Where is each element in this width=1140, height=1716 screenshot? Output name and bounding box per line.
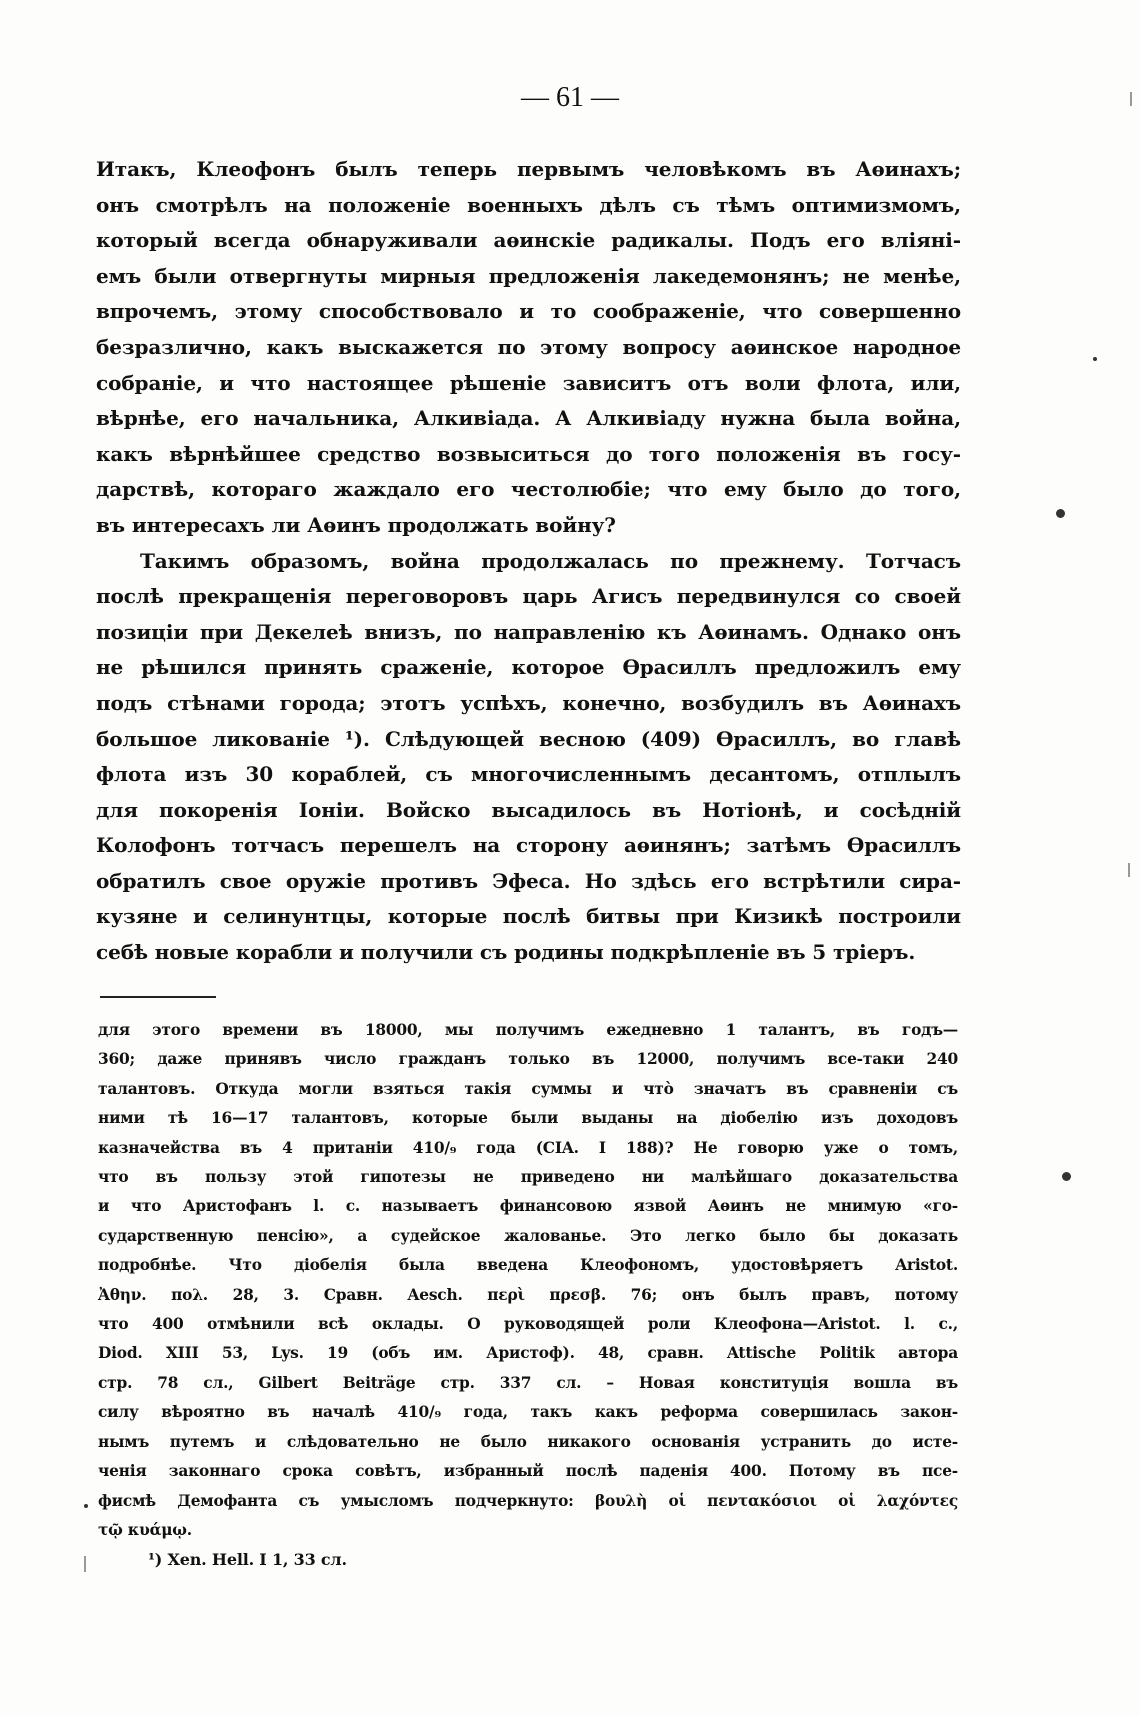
text-line: какъ вѣрнѣйшее средство возвыситься до того положенія въ госу-: [96, 441, 961, 466]
text-line: который всегда обнаруживали аѳинскіе радикалы. Подъ его вліяні-: [96, 228, 961, 253]
footnote-divider: [100, 996, 216, 998]
footnote-line: что въ пользу этой гипотезы не приведено ни малѣйшаго доказательства: [98, 1168, 958, 1187]
text-line: Такимъ образомъ, война продолжалась по прежнему. Тотчасъ: [140, 548, 961, 573]
footnote-line: 360; даже принявъ число гражданъ только въ 12000, получимъ все-таки 240: [98, 1050, 958, 1069]
footnote-line: казначейства въ 4 пританіи 410/₉ года (CIA. I 188)? Не говорю уже о томъ,: [98, 1138, 958, 1157]
footnote-line: стр. 78 сл., Gilbert Beiträge стр. 337 сл. – Новая конституція вошла въ: [98, 1373, 958, 1392]
main-text: [96, 152, 961, 971]
text-line: дарствѣ, котораго жаждало его честолюбіе; что ему было до того,: [96, 477, 961, 502]
text-line: подъ стѣнами города; этотъ успѣхъ, конечно, возбудилъ въ Аѳинахъ: [96, 690, 961, 715]
footnote-line: ченія законнаго срока совѣтъ, избранный послѣ паденія 400. Потому въ псе-: [98, 1462, 958, 1481]
footnote-line: и что Аристофанъ l. c. называетъ финансовою язвой Аѳинъ не мнимую «го-: [98, 1197, 958, 1216]
text-line: Итакъ, Клеофонъ былъ теперь первымъ человѣкомъ въ Аѳинахъ;: [96, 157, 961, 181]
page-number: — 61 —: [521, 82, 619, 113]
margin-tick: [1130, 92, 1132, 106]
text-line: вѣрнѣе, его начальника, Алкивіада. А Алкивіаду нужна была война,: [96, 406, 961, 431]
text-line: большое ликованіе ¹). Слѣдующей весною (409) Ѳрасиллъ, во главѣ: [96, 726, 961, 751]
text-line: онъ смотрѣлъ на положеніе военныхъ дѣлъ съ тѣмъ оптимизмомъ,: [96, 192, 961, 217]
footnote-line: для этого времени въ 18000, мы получимъ ежедневно 1 талантъ, въ годъ—: [98, 1021, 958, 1039]
margin-dot: [1093, 357, 1097, 361]
footnote-line: сударственную пенсію», а судейское жалованье. Это легко было бы доказать: [98, 1226, 958, 1245]
footnote-line: фисмѣ Демофанта съ умысломъ подчеркнуто: βουλὴ οἱ πεντακόσιοι οἱ λαχόντες: [98, 1491, 958, 1510]
text-line: обратилъ свое оружіе противъ Эфеса. Но здѣсь его встрѣтили сира-: [96, 868, 961, 893]
text-line: кузяне и селинунтцы, которые послѣ битвы при Кизикѣ построили: [96, 904, 961, 929]
text-line: послѣ прекращенія переговоровъ царь Агисъ передвинулся со своей: [96, 584, 961, 609]
text-line: не рѣшился принять сраженіе, которое Ѳрасиллъ предложилъ ему: [96, 655, 961, 680]
margin-tick: [84, 1556, 86, 1572]
footnote-line: силу вѣроятно въ началѣ 410/₉ года, такъ какъ реформа совершилась закон-: [98, 1403, 958, 1422]
footnotes: [98, 1016, 958, 1575]
text-line: позиціи при Декелеѣ внизъ, по направленію къ Аѳинамъ. Однако онъ: [96, 619, 961, 644]
margin-dot: [84, 1504, 88, 1508]
footnote-line: τῷ κυάμῳ.: [98, 1520, 192, 1539]
text-line: безразлично, какъ выскажется по этому вопросу аѳинское народное: [96, 334, 961, 359]
text-line: въ интересахъ ли Аѳинъ продолжать войну?: [96, 512, 616, 537]
text-line: себѣ новые корабли и получили съ родины подкрѣпленіе въ 5 тріеръ.: [96, 940, 916, 965]
text-line: флота изъ 30 кораблей, съ многочисленнымъ десантомъ, отплылъ: [96, 762, 961, 787]
footnote-line: нымъ путемъ и слѣдовательно не было никакого основанія устранить до исте-: [98, 1432, 958, 1451]
text-line: для покоренія Іоніи. Войско высадилось въ Нотіонѣ, и сосѣдній: [96, 797, 961, 822]
margin-dot: [1056, 509, 1065, 518]
footnote-line: талантовъ. Откуда могли взяться такія суммы и что̀ значатъ въ сравненіи съ: [98, 1079, 958, 1098]
margin-dot: [1062, 1172, 1071, 1181]
footnote-line: Ἀθην. πολ. 28, 3. Сравн. Aesch. περὶ πρεσβ. 76; онъ былъ правъ, потому: [98, 1285, 958, 1304]
footnote-line: что 400 отмѣнили всѣ оклады. О руководящей роли Клеофона—Aristot. l. c.,: [98, 1315, 958, 1334]
text-line: впрочемъ, этому способствовало и то соображеніе, что совершенно: [96, 299, 961, 324]
footnote-line: Diod. XIII 53, Lys. 19 (объ им. Аристоф). 48, сравн. Attische Politik автора: [98, 1344, 958, 1363]
text-line: емъ были отвергнуты мирныя предложенія лакедемонянъ; не менѣе,: [96, 263, 961, 288]
footnote-reference: ¹) Xen. Hell. I 1, 33 сл.: [148, 1550, 347, 1570]
footnote-line: ними тѣ 16—17 талантовъ, которые были выданы на діобелію изъ доходовъ: [98, 1109, 958, 1128]
text-line: собраніе, и что настоящее рѣшеніе зависитъ отъ воли флота, или,: [96, 370, 961, 395]
text-line: Колофонъ тотчасъ перешелъ на сторону аѳинянъ; затѣмъ Ѳрасиллъ: [96, 833, 961, 858]
margin-tick: [1128, 863, 1130, 877]
footnote-line: подробнѣе. Что діобелія была введена Клеофономъ, удостовѣряетъ Aristot.: [98, 1256, 958, 1275]
